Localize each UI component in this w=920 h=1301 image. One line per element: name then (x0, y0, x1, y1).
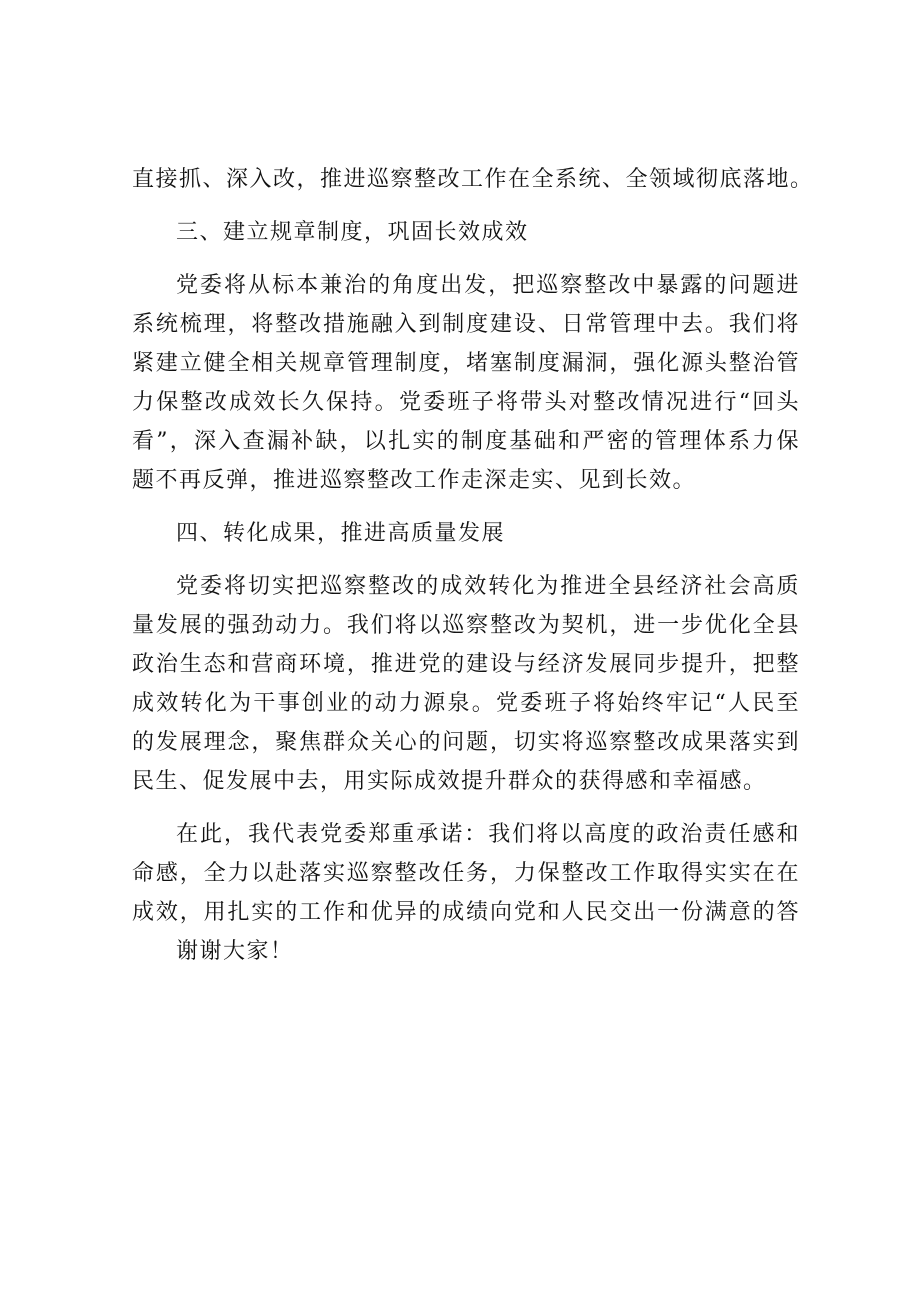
paragraph-line: 在此，我代表党委郑重承诺：我们将以高度的政治责任感和 (176, 822, 800, 847)
section-4-paragraph (132, 567, 800, 801)
paragraph-line: 成效转化为干事创业的动力源泉。党委班子将始终牢记“人民至 (132, 691, 800, 716)
section-3-heading: 三、建立规章制度，巩固长效成效 (176, 220, 529, 245)
paragraph-line: 成效，用扎实的工作和优异的成绩向党和人民交出一份满意的答 (132, 900, 800, 925)
document-body (132, 160, 814, 971)
section-3-paragraph (132, 266, 800, 500)
paragraph-line: 的发展理念，聚焦群众关心的问题，切实将巡察整改成果落实到 (132, 730, 800, 755)
section-4-heading: 四、转化成果，推进高质量发展 (176, 521, 506, 546)
paragraph-line: 量发展的强劲动力。我们将以巡察整改为契机，进一步优化全县 (132, 613, 800, 638)
paragraph-line: 命感，全力以赴落实巡察整改任务，力保整改工作取得实实在在 (132, 861, 800, 886)
intro-line: 直接抓、深入改，推进巡察整改工作在全系统、全领域彻底落地。 (132, 167, 814, 192)
paragraph-line: 政治生态和营商环境，推进党的建设与经济发展同步提升，把整 (132, 652, 800, 677)
paragraph-line: 民生、促发展中去，用实际成效提升群众的获得感和幸福感。 (132, 769, 767, 794)
paragraph-line: 紧建立健全相关规章管理制度，堵塞制度漏洞，强化源头整治管 (132, 351, 800, 376)
thanks-line: 谢谢大家！ (176, 939, 294, 964)
paragraph-line: 党委将从标本兼治的角度出发，把巡察整改中暴露的问题进 (176, 273, 800, 298)
paragraph-line: 看”，深入查漏补缺，以扎实的制度基础和严密的管理体系力保 (132, 429, 800, 454)
paragraph-line: 党委将切实把巡察整改的成效转化为推进全县经济社会高质 (176, 574, 800, 599)
paragraph-line: 系统梳理，将整改措施融入到制度建设、日常管理中去。我们将 (132, 312, 800, 337)
paragraph-line: 力保整改成效长久保持。党委班子将带头对整改情况进行“回头 (132, 390, 800, 415)
paragraph-line: 题不再反弹，推进巡察整改工作走深走实、见到长效。 (132, 468, 697, 493)
closing-paragraph (132, 815, 800, 971)
